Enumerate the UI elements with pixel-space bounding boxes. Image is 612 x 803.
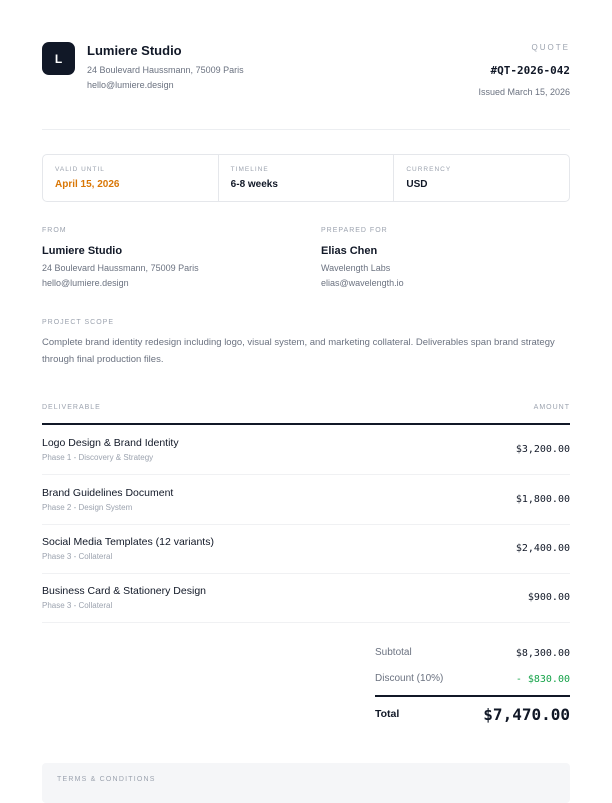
logo-letter: L bbox=[54, 51, 63, 66]
card-label: TIMELINE bbox=[230, 166, 269, 173]
amount-column-header: AMOUNT bbox=[533, 404, 570, 411]
deliverable-amount: $900.00 bbox=[527, 592, 570, 603]
discount-value: - $830.00 bbox=[515, 674, 570, 685]
client-name: Elias Chen bbox=[321, 245, 378, 257]
deliverable-title: Logo Design & Brand Identity bbox=[42, 437, 179, 449]
table-row bbox=[42, 524, 570, 574]
deliverable-amount: $1,800.00 bbox=[515, 494, 570, 505]
business-name: Lumiere Studio bbox=[87, 43, 182, 58]
from-name: Lumiere Studio bbox=[42, 245, 123, 257]
timeline-value: 6-8 weeks bbox=[230, 179, 278, 190]
totals-rule bbox=[375, 695, 570, 697]
terms-section bbox=[42, 763, 570, 803]
currency-card bbox=[393, 155, 569, 201]
table-row bbox=[42, 573, 570, 623]
prepared-for-label: PREPARED FOR bbox=[321, 227, 388, 234]
from-label: FROM bbox=[42, 227, 67, 234]
deliverable-phase: Phase 1 - Discovery & Strategy bbox=[42, 453, 154, 462]
from-email: hello@lumiere.design bbox=[42, 278, 129, 288]
deliverable-title: Business Card & Stationery Design bbox=[42, 585, 206, 597]
quote-document bbox=[42, 0, 570, 792]
deliverable-phase: Phase 2 - Design System bbox=[42, 503, 133, 512]
project-scope-text: Complete brand identity redesign including logo, visual system, and marketing collateral. Deliverables span brand strategy through final production files. bbox=[42, 337, 555, 365]
client-email: elias@wavelength.io bbox=[321, 278, 404, 288]
project-scope-label: PROJECT SCOPE bbox=[42, 319, 114, 326]
studio-logo bbox=[42, 42, 75, 75]
deliverable-phase: Phase 3 - Collateral bbox=[42, 601, 113, 610]
quote-number: #QT-2026-042 bbox=[490, 64, 570, 77]
total-label: Total bbox=[375, 708, 400, 720]
document-type-label: QUOTE bbox=[531, 43, 570, 52]
total-value: $7,470.00 bbox=[483, 705, 570, 724]
client-company: Wavelength Labs bbox=[321, 263, 391, 273]
deliverable-amount: $2,400.00 bbox=[515, 543, 570, 554]
valid-until-card bbox=[43, 155, 218, 201]
terms-label: TERMS & CONDITIONS bbox=[57, 776, 156, 783]
deliverable-title: Brand Guidelines Document bbox=[42, 487, 174, 499]
table-row bbox=[42, 475, 570, 525]
issued-date: Issued March 15, 2026 bbox=[478, 87, 570, 97]
from-address: 24 Boulevard Haussmann, 75009 Paris bbox=[42, 263, 199, 273]
currency-value: USD bbox=[406, 179, 428, 190]
deliverable-column-header: DELIVERABLE bbox=[42, 404, 101, 411]
timeline-card bbox=[218, 155, 394, 201]
business-address: 24 Boulevard Haussmann, 75009 Paris bbox=[87, 65, 244, 75]
subtotal-label: Subtotal bbox=[375, 647, 412, 658]
valid-until-value: April 15, 2026 bbox=[55, 179, 120, 190]
table-row bbox=[42, 425, 570, 475]
deliverable-amount: $3,200.00 bbox=[515, 444, 570, 455]
deliverable-phase: Phase 3 - Collateral bbox=[42, 552, 113, 561]
discount-label: Discount (10%) bbox=[375, 673, 444, 684]
subtotal-value: $8,300.00 bbox=[515, 648, 570, 659]
business-email: hello@lumiere.design bbox=[87, 80, 174, 90]
card-label: VALID UNTIL bbox=[55, 166, 105, 173]
card-label: CURRENCY bbox=[406, 166, 452, 173]
deliverable-title: Social Media Templates (12 variants) bbox=[42, 536, 214, 548]
quote-info-cards bbox=[42, 154, 570, 202]
header-divider bbox=[42, 129, 570, 130]
